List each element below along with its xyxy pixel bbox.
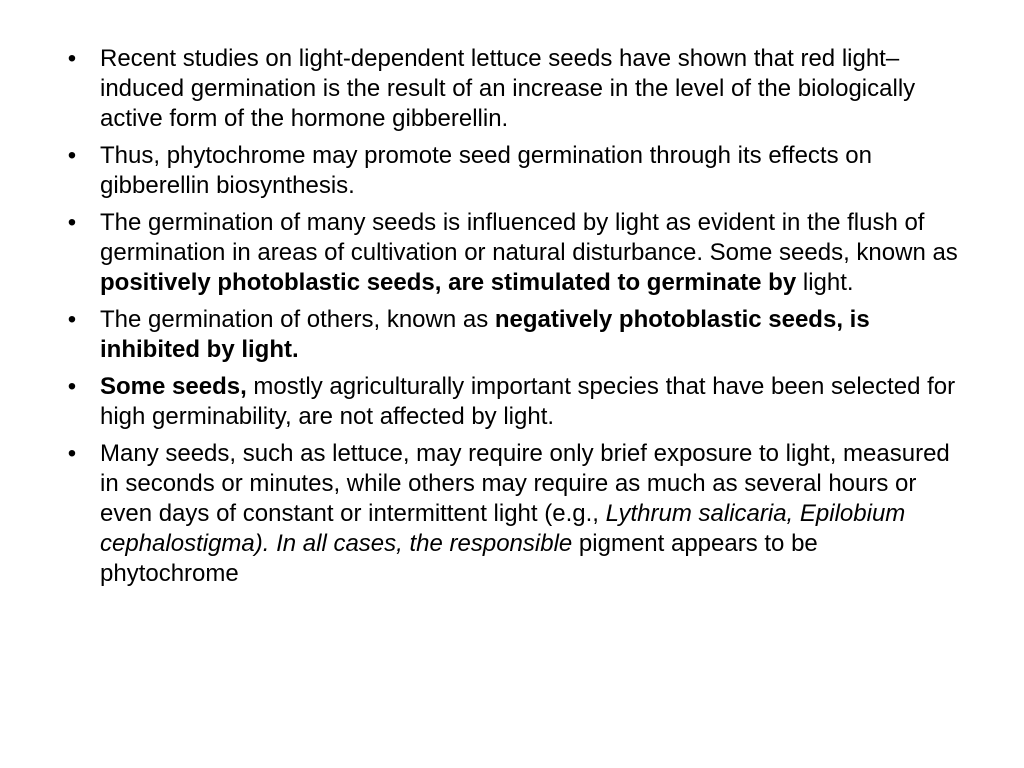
bullet-marker: •: [67, 142, 77, 169]
bullet-text: The germination of many seeds is influenced by light as evident in the flush of germination in areas of cultivation or natural disturbance. Some seeds, known as: [100, 209, 958, 266]
bullet-text: The germination of others, known as: [100, 306, 495, 333]
bullet-text: Recent studies on light-dependent lettuce seeds have shown that red light–induced germination is the result of an increase in the level of the biologically active form of the hormone gibberellin.: [100, 45, 916, 132]
bullet-marker: •: [67, 306, 77, 333]
bullet-item: [62, 439, 962, 589]
bullet-marker: •: [67, 440, 77, 467]
bullet-marker: •: [67, 45, 77, 72]
bullet-text: Many seeds, such as lettuce, may require only brief exposure to light, measured in seconds or minutes, while others may require as much as several hours or even days of constant or intermittent light (e.g.,: [100, 440, 950, 527]
bullet-item: [62, 305, 962, 365]
bold-text: Some seeds,: [100, 373, 247, 400]
bullet-marker: •: [67, 209, 77, 236]
bullet-text: Thus, phytochrome may promote seed germination through its effects on gibberellin biosynthesis.: [100, 142, 872, 199]
bullet-text: pigment appears to be phytochrome: [100, 530, 818, 587]
bullet-marker: •: [67, 373, 77, 400]
bullet-list: [62, 44, 962, 596]
bullet-item: [62, 208, 962, 298]
bullet-item: [62, 141, 962, 201]
bullet-text: mostly agriculturally important species that have been selected for high germinability, are not affected by light.: [100, 373, 956, 430]
italic-text: Lythrum salicaria, Epilobium cephalostigma). In all cases, the responsible: [100, 500, 906, 557]
bold-text: negatively photoblastic seeds, is inhibited by light.: [100, 306, 870, 363]
bold-text: positively photoblastic seeds, are stimulated to germinate by: [100, 269, 797, 296]
bullet-item: [62, 44, 962, 134]
bullet-text: light.: [796, 269, 854, 296]
bullet-item: [62, 372, 962, 432]
